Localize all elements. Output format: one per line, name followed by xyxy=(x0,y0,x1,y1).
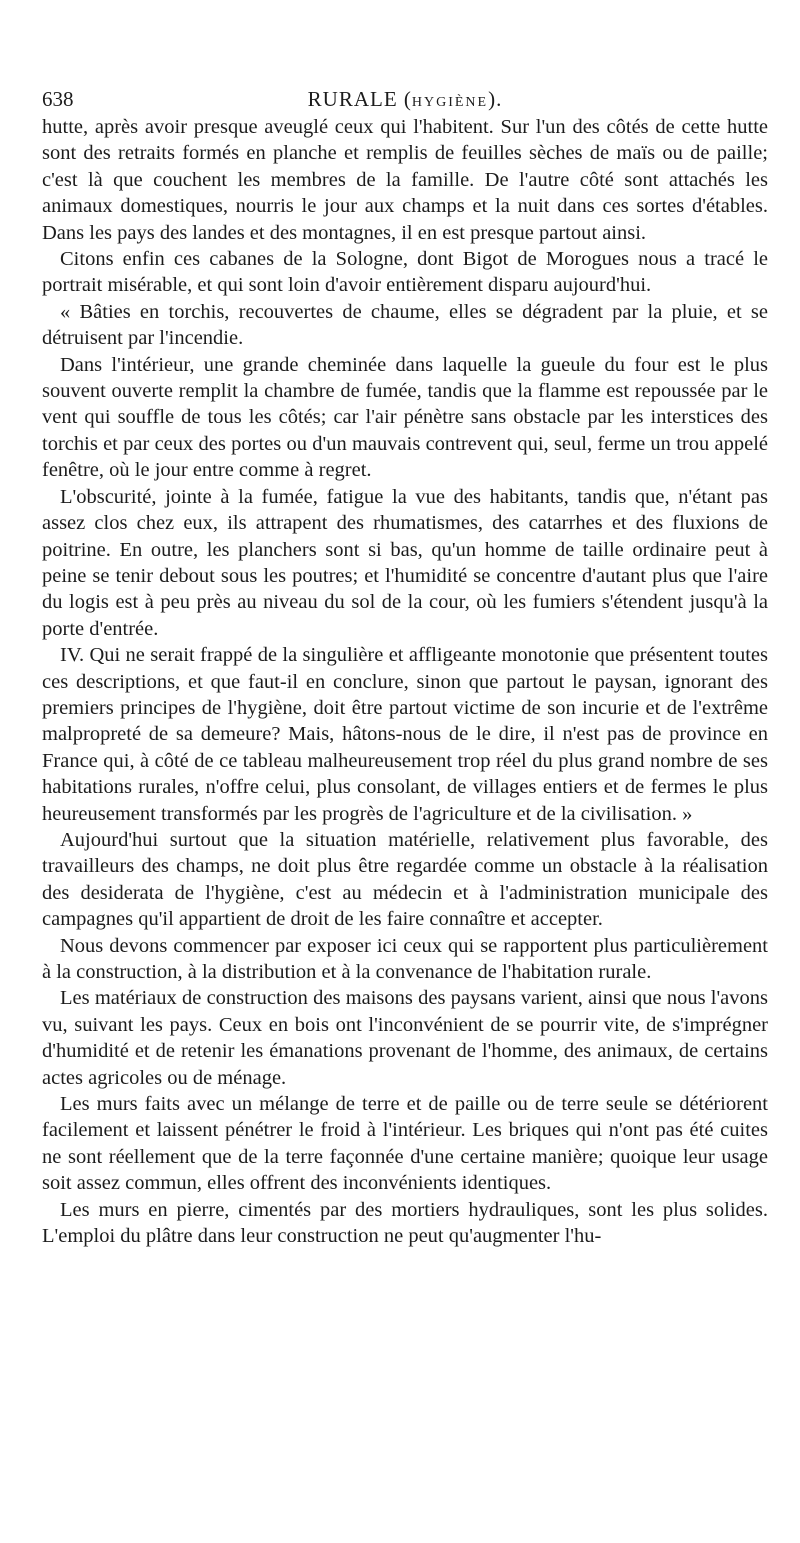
paragraph-quotation: « Bâties en torchis, recouvertes de chaume, elles se dégradent par la pluie, et se détruisent par l'incendie. xyxy=(42,300,768,350)
running-head-end: ). xyxy=(488,87,503,111)
running-head xyxy=(42,86,768,116)
paragraph: L'obscurité, jointe à la fumée, fatigue la vue des habitants, tandis que, n'étant pas assez clos chez eux, ils attrapent des rhumatismes, des catarrhes et des fluxions de poitrine. En outre, les planchers sont si bas, qu'un homme de taille ordinaire peut à peine se tenir debout sous les poutres; et l'humidité se concentre d'autant plus que l'aire du logis est à peu près au niveau du sol de la cour, où les fumiers s'étendent jusqu'à la porte d'entrée. xyxy=(42,485,768,640)
running-head-main: RURALE ( xyxy=(307,87,412,111)
running-head-subject: HYGIÈNE xyxy=(411,95,489,110)
paragraph: Dans l'intérieur, une grande cheminée dans laquelle la gueule du four est le plus souvent ouverte remplit la chambre de fumée, tandis que la flamme est repoussée par le vent qui souffle de tous les côtés; car l'air pénètre sans obstacle par les interstices des torchis et par ceux des portes ou d'un mauvais contrevent qui, seul, ferme un trou appelé fenêtre, où le jour entre comme à regret. xyxy=(42,353,768,482)
paragraph: Les murs faits avec un mélange de terre et de paille ou de terre seule se détériorent facilement et laissent pénétrer le froid à l'intérieur. Les briques qui n'ont pas été cuites ne sont réellement que de la terre façonnée d'une certaine manière; quoique leur usage soit assez commun, elles offrent des inconvénients identiques. xyxy=(42,1093,768,1195)
paragraph: Les matériaux de construction des maisons des paysans varient, ainsi que nous l'avons vu, suivant les pays. Ceux en bois ont l'inconvénient de se pourrir vite, de s'imprégner d'humidité et de retenir les émanations provenant de l'homme, des animaux, de certains actes agricoles ou de ménage. xyxy=(42,987,768,1089)
paragraph-final: Les murs en pierre, cimentés par des mortiers hydrauliques, sont les plus solides. L'emploi du plâtre dans leur construction ne peut qu'augmenter l'hu- xyxy=(42,1198,768,1248)
page-number: 638 xyxy=(42,87,74,111)
paragraph-continuation: hutte, après avoir presque aveuglé ceux qui l'habitent. Sur l'un des côtés de cette hutte sont des retraits formés en planche et remplis de feuilles sèches de maïs ou de paille; c'est là que couchent les membres de la famille. De l'autre côté sont attachés les animaux domestiques, nourris le jour aux champs et la nuit dans ces sortes d'étables. Dans les pays des landes et des montagnes, il en est presque partout ainsi. xyxy=(42,116,768,244)
page-header xyxy=(42,86,768,112)
paragraph: Citons enfin ces cabanes de la Sologne, dont Bigot de Morogues nous a tracé le portrait misérable, et qui sont loin d'avoir entièrement disparu aujourd'hui. xyxy=(42,248,768,297)
paragraph-section-iv: IV. Qui ne serait frappé de la singulière et affligeante monotonie que présentent toutes ces descriptions, et que faut-il en conclure, sinon que partout le paysan, ignorant des premiers principes de l'hygiène, doit être partout victime de son incurie et de l'extrême malpropreté de sa demeure? Mais, hâtons-nous de le dire, il n'est pas de province en France qui, à côté de ce tableau malheureusement trop réel du plus grand nombre de ses habitations rurales, n'offre celui, plus consolant, de villages entiers et de fermes le plus heureusement transformés par les progrès de l'agriculture et de la civilisation. » xyxy=(42,644,768,825)
body-text xyxy=(42,114,768,1249)
paragraph: Aujourd'hui surtout que la situation matérielle, relativement plus favorable, des travailleurs des champs, ne doit plus être regardée comme un obstacle à la réalisation des desiderata de l'hygiène, c'est au médecin et à l'administration municipale des campagnes qu'il appartient de droit de les faire connaître et accepter. xyxy=(42,828,768,931)
document-page xyxy=(42,86,768,1249)
paragraph: Nous devons commencer par exposer ici ceux qui se rapportent plus particulièrement à la construction, à la distribution et à la convenance de l'habitation rurale. xyxy=(42,934,768,983)
